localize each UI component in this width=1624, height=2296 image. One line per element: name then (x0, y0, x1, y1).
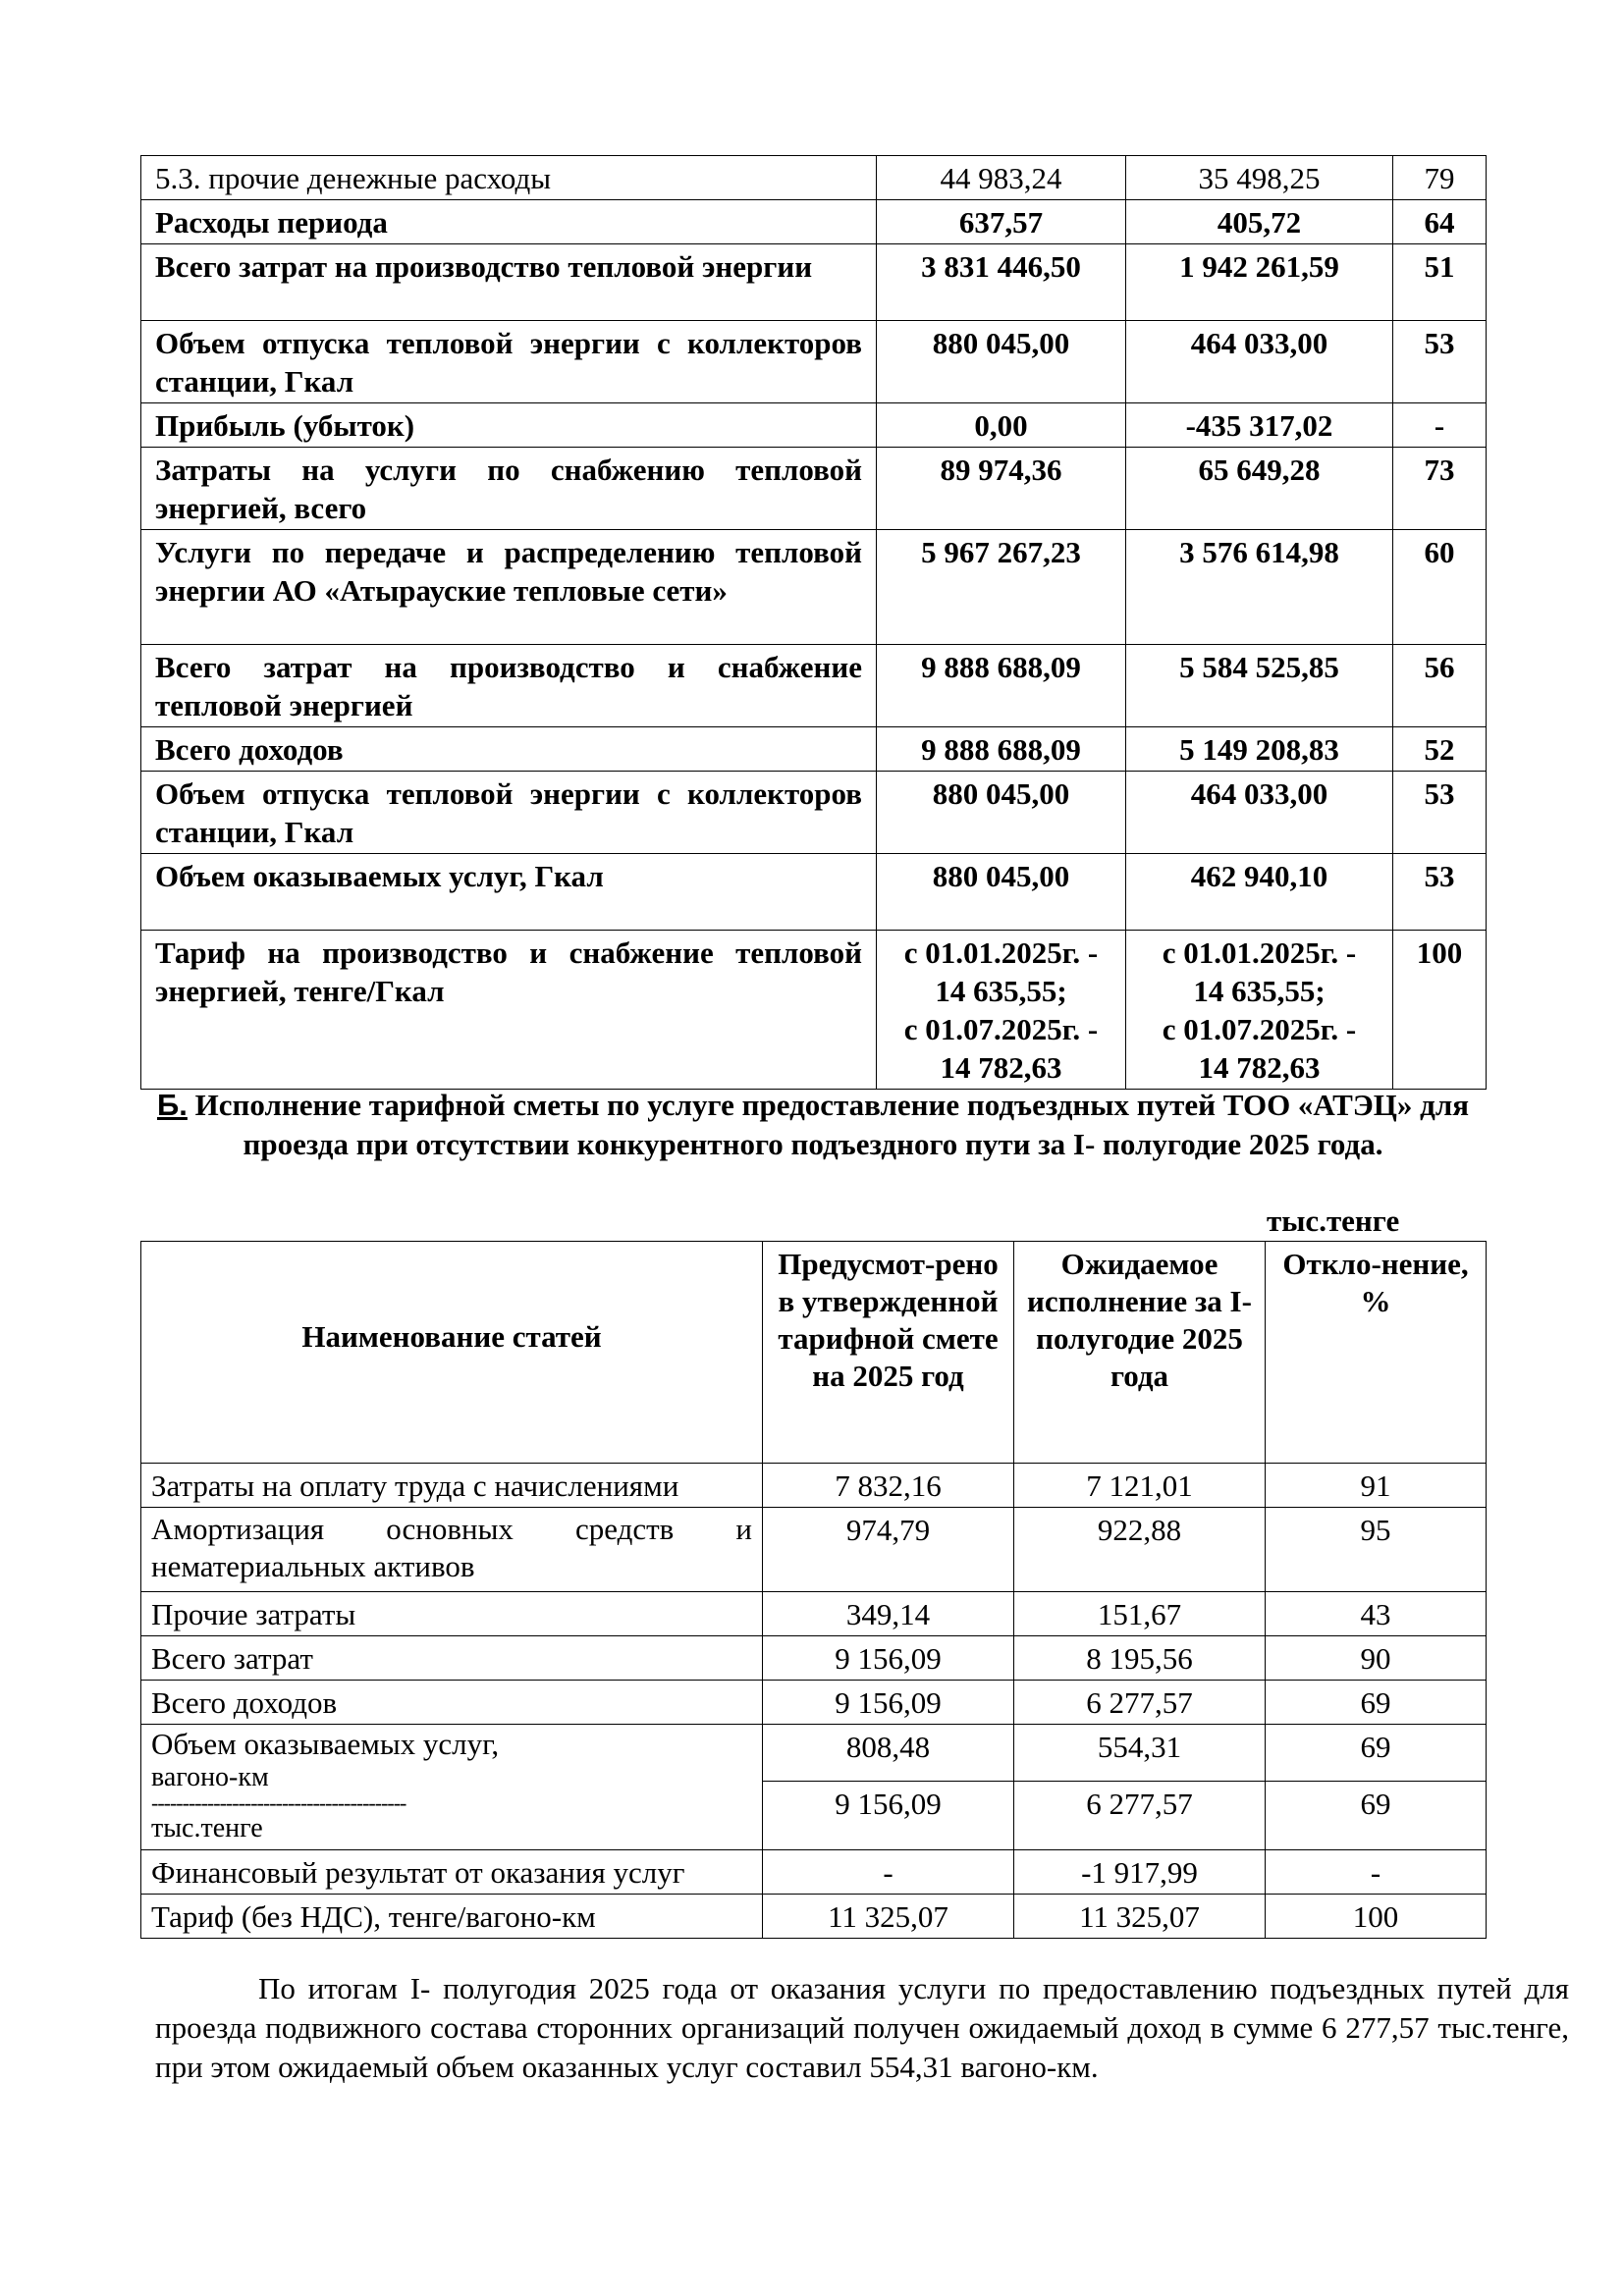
row-deviation: 53 (1393, 321, 1487, 403)
row-planned: 974,79 (763, 1508, 1014, 1592)
volume-name-cell (141, 1725, 763, 1850)
section-b-letter: Б. (156, 1088, 188, 1122)
tariff-planned: с 01.01.2025г. - 14 635,55; с 01.07.2025г. - 14 782,63 (877, 931, 1126, 1090)
row-deviation: 95 (1266, 1508, 1487, 1592)
table-row (141, 321, 1487, 403)
row-planned: 7 832,16 (763, 1464, 1014, 1508)
row-expected: 151,67 (1014, 1592, 1266, 1636)
table-row (141, 1464, 1487, 1508)
row-planned: 880 045,00 (877, 772, 1126, 854)
table-row (141, 403, 1487, 448)
table-row (141, 448, 1487, 530)
row-name: Затраты на оплату труда с начислениями (141, 1464, 763, 1508)
section-b-title: Исполнение тарифной сметы по услуге предоставление подъездных путей ТОО «АТЭЦ» для проезда при отсутствии конкурентного подъездного пути за I- полугодие 2025 года. (187, 1088, 1470, 1161)
row-expected: 6 277,57 (1014, 1681, 1266, 1725)
row-expected: 65 649,28 (1126, 448, 1393, 530)
header-name: Наименование статей (141, 1242, 763, 1464)
volume-deviation: 69 (1266, 1725, 1487, 1782)
row-planned: 349,14 (763, 1592, 1014, 1636)
table-b-unit: тыс.тенге (1267, 1203, 1400, 1238)
table-row (141, 200, 1487, 244)
volume-planned: 808,48 (763, 1725, 1014, 1782)
row-planned: 880 045,00 (877, 321, 1126, 403)
row-deviation: 64 (1393, 200, 1487, 244)
row-planned: - (763, 1850, 1014, 1895)
tariff-row (141, 931, 1487, 1090)
row-name: Затраты на услуги по снабжению тепловой энергией, всего (141, 448, 877, 530)
header-deviation: Откло-нение, % (1266, 1242, 1487, 1464)
row-expected: 464 033,00 (1126, 321, 1393, 403)
volume-name-line1: Объем оказываемых услуг, (151, 1727, 500, 1761)
table-row (141, 1636, 1487, 1681)
row-name: Всего доходов (141, 727, 877, 772)
row-name: Расходы периода (141, 200, 877, 244)
row-planned: 9 888 688,09 (877, 645, 1126, 727)
table-row (141, 1850, 1487, 1895)
row-name: Объем отпуска тепловой энергии с коллекторов станции, Гкал (141, 321, 877, 403)
table-row (141, 1681, 1487, 1725)
row-expected: 35 498,25 (1126, 156, 1393, 200)
row-planned: 11 325,07 (763, 1895, 1014, 1939)
section-b-heading (140, 1086, 1486, 1164)
row-planned: 3 831 446,50 (877, 244, 1126, 321)
row-planned: 5 967 267,23 (877, 530, 1126, 645)
row-name: Объем отпуска тепловой энергии с коллекторов станции, Гкал (141, 772, 877, 854)
tariff-estimate-table-a (140, 155, 1487, 1090)
table-row (141, 727, 1487, 772)
row-planned: 880 045,00 (877, 854, 1126, 931)
row-planned: 9 156,09 (763, 1636, 1014, 1681)
tariff-name: Тариф на производство и снабжение тепловой энергией, тенге/Гкал (141, 931, 877, 1090)
row-planned: 9 156,09 (763, 1681, 1014, 1725)
table-row (141, 854, 1487, 931)
table-row (141, 156, 1487, 200)
header-planned: Предусмот-рено в утвержденной тарифной смете на 2025 год (763, 1242, 1014, 1464)
volume2-expected: 6 277,57 (1014, 1782, 1266, 1850)
table-row (141, 1725, 1487, 1782)
volume-expected: 554,31 (1014, 1725, 1266, 1782)
volume-separator: ----------------------------------------- (151, 1794, 406, 1812)
row-expected: 11 325,07 (1014, 1895, 1266, 1939)
tariff-estimate-table-b (140, 1241, 1487, 1939)
row-name: Объем оказываемых услуг, Гкал (141, 854, 877, 931)
table-row (141, 530, 1487, 645)
volume-name-line3: тыс.тенге (151, 1813, 263, 1843)
table-row (141, 645, 1487, 727)
summary-text: По итогам I- полугодия 2025 года от оказания услуги по предоставлению подъездных путей для проезда подвижного состава сторонних организаций получен ожидаемый доход в сумме 6 277,57 тыс.тенге, при этом ожидаемый объем оказанных услуг составил 554,31 вагоно-км. (155, 1971, 1569, 2084)
row-deviation: - (1393, 403, 1487, 448)
row-planned: 89 974,36 (877, 448, 1126, 530)
row-planned: 44 983,24 (877, 156, 1126, 200)
table-row (141, 1895, 1487, 1939)
row-expected: 3 576 614,98 (1126, 530, 1393, 645)
row-deviation: 60 (1393, 530, 1487, 645)
tariff-deviation: 100 (1393, 931, 1487, 1090)
row-expected: 1 942 261,59 (1126, 244, 1393, 321)
row-name: Услуги по передаче и распределению тепловой энергии АО «Атырауские тепловые сети» (141, 530, 877, 645)
row-name: Тариф (без НДС), тенге/вагоно-км (141, 1895, 763, 1939)
table-b-header-row (141, 1242, 1487, 1464)
row-deviation: 56 (1393, 645, 1487, 727)
row-expected: 7 121,01 (1014, 1464, 1266, 1508)
row-planned: 9 888 688,09 (877, 727, 1126, 772)
row-deviation: 69 (1266, 1681, 1487, 1725)
row-expected: 5 149 208,83 (1126, 727, 1393, 772)
row-expected: 462 940,10 (1126, 854, 1393, 931)
row-name: Финансовый результат от оказания услуг (141, 1850, 763, 1895)
row-planned: 637,57 (877, 200, 1126, 244)
header-expected: Ожидаемое исполнение за I- полугодие 2025 года (1014, 1242, 1266, 1464)
row-expected: 464 033,00 (1126, 772, 1393, 854)
row-deviation: 100 (1266, 1895, 1487, 1939)
row-name: Всего затрат на производство и снабжение тепловой энергией (141, 645, 877, 727)
row-expected: -435 317,02 (1126, 403, 1393, 448)
table-row (141, 772, 1487, 854)
row-expected: 922,88 (1014, 1508, 1266, 1592)
tariff-expected: с 01.01.2025г. - 14 635,55; с 01.07.2025г. - 14 782,63 (1126, 931, 1393, 1090)
row-deviation: 79 (1393, 156, 1487, 200)
volume-name-line2: вагоно-км (151, 1762, 269, 1792)
table-row (141, 1508, 1487, 1592)
row-expected: -1 917,99 (1014, 1850, 1266, 1895)
row-name: 5.3. прочие денежные расходы (141, 156, 877, 200)
row-name: Всего затрат (141, 1636, 763, 1681)
row-name: Всего доходов (141, 1681, 763, 1725)
summary-paragraph (155, 1969, 1569, 2087)
row-expected: 8 195,56 (1014, 1636, 1266, 1681)
row-planned: 0,00 (877, 403, 1126, 448)
volume2-deviation: 69 (1266, 1782, 1487, 1850)
row-deviation: 53 (1393, 854, 1487, 931)
table-row (141, 244, 1487, 321)
row-name: Прочие затраты (141, 1592, 763, 1636)
row-name: Всего затрат на производство тепловой энергии (141, 244, 877, 321)
row-deviation: 51 (1393, 244, 1487, 321)
row-deviation: 53 (1393, 772, 1487, 854)
row-name: Амортизация основных средств и нематериальных активов (141, 1508, 763, 1592)
row-deviation: 91 (1266, 1464, 1487, 1508)
row-expected: 405,72 (1126, 200, 1393, 244)
row-deviation: 43 (1266, 1592, 1487, 1636)
row-deviation: - (1266, 1850, 1487, 1895)
row-name: Прибыль (убыток) (141, 403, 877, 448)
row-deviation: 90 (1266, 1636, 1487, 1681)
row-expected: 5 584 525,85 (1126, 645, 1393, 727)
row-deviation: 52 (1393, 727, 1487, 772)
volume2-planned: 9 156,09 (763, 1782, 1014, 1850)
table-row (141, 1592, 1487, 1636)
row-deviation: 73 (1393, 448, 1487, 530)
